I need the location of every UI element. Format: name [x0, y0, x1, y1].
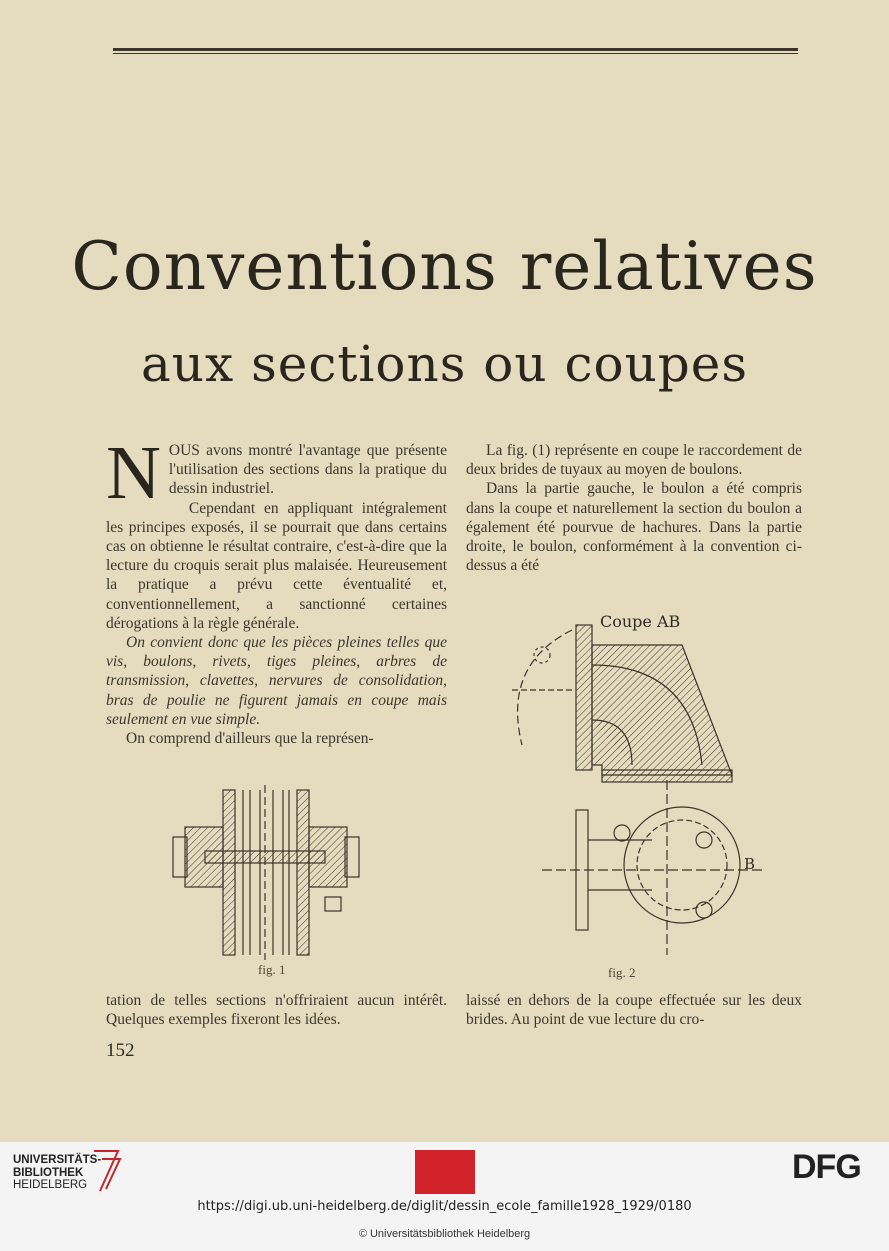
figure-2-caption: fig. 2	[608, 965, 636, 980]
library-emblem-icon	[90, 1147, 124, 1193]
right-column	[466, 441, 802, 575]
right-paragraph-2: Dans la partie gauche, le boulon a été compris dans la coupe et naturellement la section du boulon a également été pourvue de hachures. Dans la partie droite, le boulon, conformément à la convention ci-dessus a été	[466, 480, 802, 575]
left-paragraph-5: tation de telles sections n'offriraient aucun intérêt. Quelques exemples fixeront les idées.	[106, 992, 447, 1029]
library-line-1: UNIVERSITÄTS-	[13, 1154, 102, 1166]
dropcap: N	[106, 431, 161, 515]
left-column-bottom	[106, 991, 447, 1029]
copyright: © Universitätsbibliothek Heidelberg	[358, 1228, 531, 1240]
left-paragraph-4: On comprend d'ailleurs que la représen-	[126, 730, 374, 748]
library-line-2: BIBLIOTHEK	[13, 1166, 84, 1179]
project-badge-icon[interactable]	[415, 1150, 475, 1194]
right-paragraph-1: La fig. (1) représente en coupe le raccordement de deux brides de tuyaux au moyen de boulons.	[466, 442, 802, 479]
figure-2-drawing	[492, 605, 784, 965]
page-url[interactable]: https://digi.ub.uni-heidelberg.de/diglit/dessin_ecole_famille1928_1929/0180	[197, 1199, 692, 1214]
page-number: 152	[106, 1040, 135, 1061]
left-paragraph-2: Cependant en appliquant intégralement les principes exposés, il se pourrait que dans certains cas on obtienne le résultat contraire, c'est-à-dire que la lecture du croquis serait plus malaisée. Heureusement la pratique a prévu cette éventualité et, conventionnellement, a sanctionné certaines dérogations à la règle générale.	[106, 499, 447, 632]
title-line-1: Conventions relatives	[71, 228, 818, 305]
left-paragraph-1: OUS avons montré l'avantage que présente l'utilisation des sections dans la pratique du dessin industriel.	[168, 442, 447, 498]
figure-2-label: Coupe AB	[600, 612, 681, 631]
figure-2-marker: B	[744, 855, 756, 873]
figure-1-caption: fig. 1	[258, 962, 286, 977]
dfg-logo[interactable]: DFG	[792, 1148, 861, 1186]
right-column-bottom	[466, 991, 802, 1029]
top-rule-thin	[113, 53, 798, 54]
figure-1-drawing	[165, 785, 370, 960]
library-logo[interactable]	[13, 1154, 101, 1192]
top-rule	[113, 48, 798, 51]
library-line-3: HEIDELBERG	[13, 1179, 88, 1191]
right-paragraph-3: laissé en dehors de la coupe effectuée sur les deux brides. Au point de vue lecture du cro-	[466, 992, 802, 1029]
left-paragraph-3: On convient donc que les pièces pleines telles que vis, boulons, rivets, tiges pleines, arbres de transmission, clavettes, nervures de consolidation, bras de poulie ne figurent jamais en coupe mais seulement en vue simple.	[106, 634, 447, 728]
title-line-2: aux sections ou coupes	[140, 335, 749, 393]
left-column	[106, 431, 447, 748]
